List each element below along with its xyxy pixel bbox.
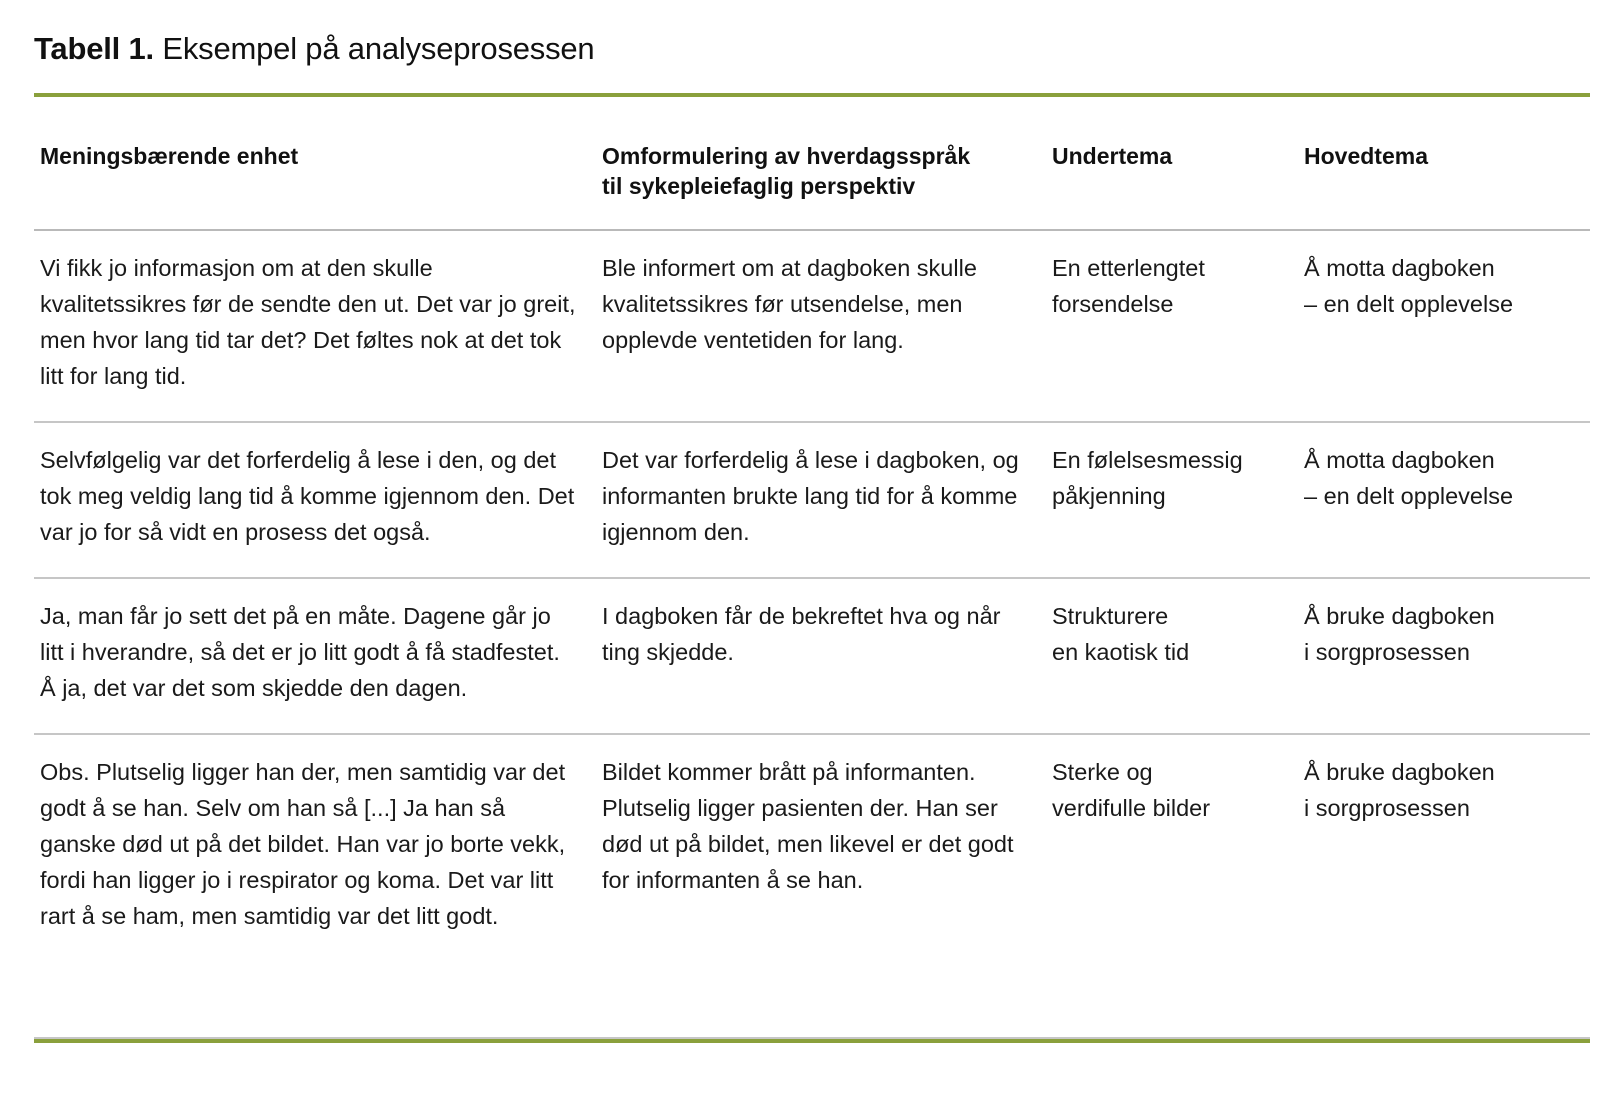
cell-meningsbaerende-enhet: Selvfølgelig var det forferdelig å lese i den, og det tok meg veldig lang tid å komme igjennom den. Det var jo for så vidt en prosess det også. xyxy=(34,422,596,578)
table-row xyxy=(34,422,1590,578)
cell-omformulering: Ble informert om at dagboken skulle kvalitetssikres før utsendelse, men opplevde ventetiden for lang. xyxy=(596,230,1046,422)
cell-meningsbaerende-enhet: Obs. Plutselig ligger han der, men samtidig var det godt å se han. Selv om han så [...] Ja han så ganske død ut på det bildet. Han var jo borte vekk, fordi han ligger jo i respirator og koma. Det var litt rart å se ham, men samtidig var det litt godt. xyxy=(40,759,566,929)
cell-omformulering: Bildet kommer brått på informanten. Plutselig ligger pasienten der. Han ser død ut på bildet, men likevel er det godt for informanten å se han. xyxy=(602,759,1014,893)
table-header xyxy=(34,97,1590,231)
table-caption xyxy=(24,0,1576,69)
table-row xyxy=(34,578,1590,734)
cell-hovedtema: Å motta dagboken – en delt opplevelse xyxy=(1298,230,1590,422)
header-row xyxy=(34,97,1590,231)
cell-hovedtema: Å bruke dagboken i sorgprosessen xyxy=(1304,759,1495,821)
table-row xyxy=(34,734,1590,969)
caption-label: Tabell 1. xyxy=(34,31,154,66)
column-header-meningsbaerende-enhet: Meningsbærende enhet xyxy=(34,97,596,231)
table-row xyxy=(34,230,1590,422)
analysis-table xyxy=(34,97,1590,1039)
table-body xyxy=(34,230,1590,1037)
cell-undertema: En etterlengtet forsendelse xyxy=(1046,230,1298,422)
table-bottom-spacer xyxy=(34,969,1590,1038)
caption-title: Eksempel på analyseprosessen xyxy=(162,31,595,66)
column-header-hovedtema: Hovedtema xyxy=(1298,97,1590,231)
column-header-omformulering: Omformulering av hverdagsspråk til sykepleiefaglig perspektiv xyxy=(596,97,1046,231)
cell-hovedtema: Å bruke dagboken i sorgprosessen xyxy=(1298,578,1590,734)
cell-meningsbaerende-enhet: Vi fikk jo informasjon om at den skulle kvalitetssikres før de sendte den ut. Det var jo greit, men hvor lang tid tar det? Det føltes nok at det tok litt for lang tid. xyxy=(34,230,596,422)
cell-undertema: Strukturere en kaotisk tid xyxy=(1046,578,1298,734)
cell-undertema: Sterke og verdifulle bilder xyxy=(1052,759,1211,821)
cell-omformulering: Det var forferdelig å lese i dagboken, og informanten brukte lang tid for å komme igjennom den. xyxy=(596,422,1046,578)
table-bottom-rule xyxy=(34,1039,1590,1043)
cell-omformulering: I dagboken får de bekreftet hva og når ting skjedde. xyxy=(596,578,1046,734)
cell-undertema: En følelsesmessig påkjenning xyxy=(1046,422,1298,578)
column-header-undertema: Undertema xyxy=(1046,97,1298,231)
cell-hovedtema: Å motta dagboken – en delt opplevelse xyxy=(1298,422,1590,578)
cell-meningsbaerende-enhet: Ja, man får jo sett det på en måte. Dagene går jo litt i hverandre, så det er jo litt godt å få stadfestet. Å ja, det var det som skjedde den dagen. xyxy=(34,578,596,734)
